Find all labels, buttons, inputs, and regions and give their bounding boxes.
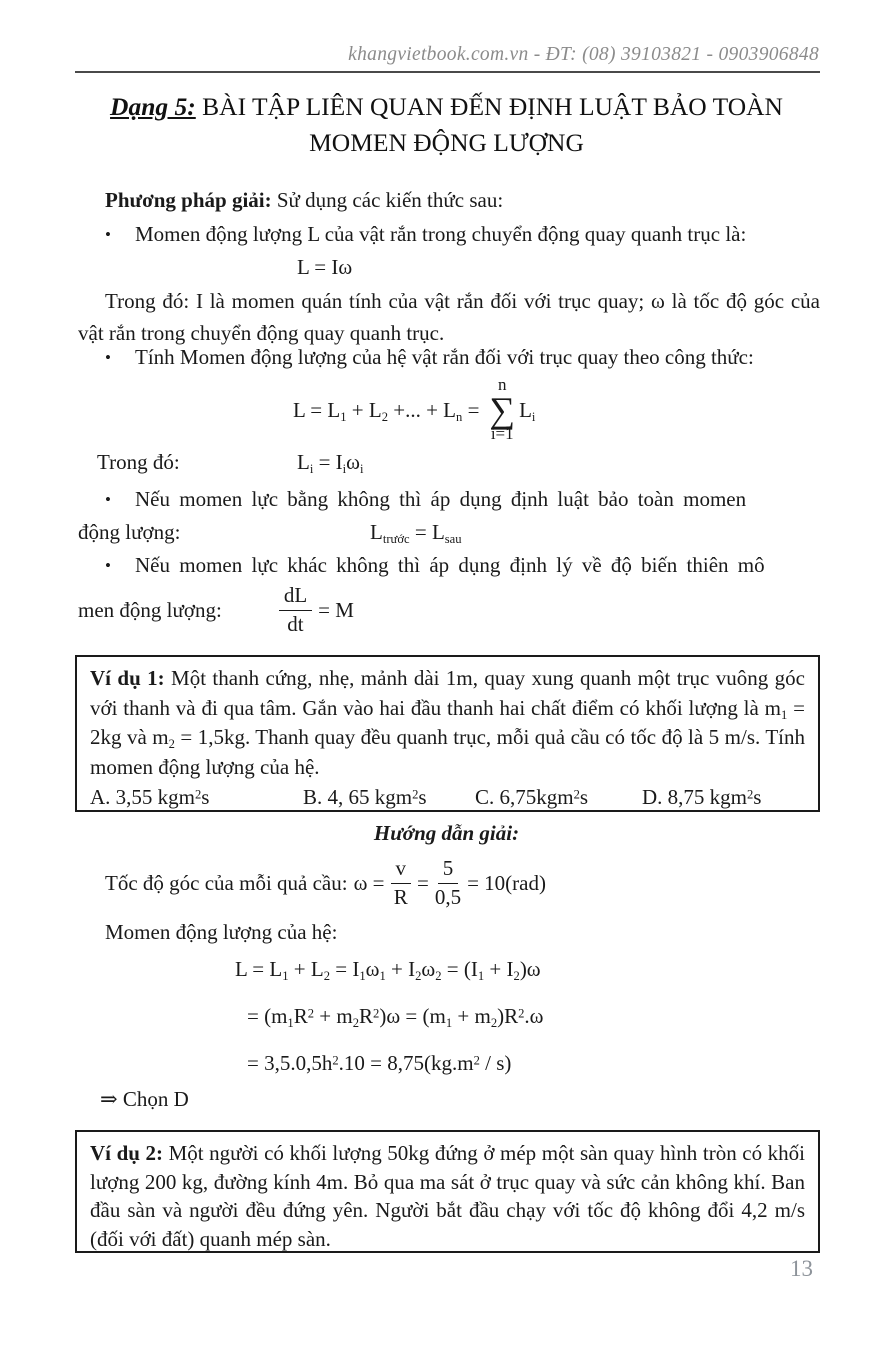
equation-line1: $L = L_1 + L_2 = I_1\omega_1 + I_2\omega_2 = (I_1 + I_2)\omega$ [235, 957, 541, 983]
bullet1-text: Momen động lượng L của vật rắn trong chuyển động quay quanh trục là: [135, 222, 747, 246]
solution-line1-result: = 10(rad) [467, 870, 546, 895]
fraction-numerator: 5 [438, 856, 459, 883]
example1-label: Ví dụ 1: [90, 666, 165, 690]
note-inertia-explanation: Trong đó: I là momen quán tính của vật rắn đối với trục quay; ω là tốc độ góc của vật rắn trong chuyển động quay quanh trục. [78, 289, 820, 345]
example2-box [75, 1130, 820, 1253]
option-a: A. 3,55 kgm$^2$s [90, 785, 210, 809]
bullet-item-momentum-def [105, 222, 746, 247]
bullet4-continuation [78, 580, 354, 640]
example1-box [75, 655, 820, 812]
solution-equation-block [235, 946, 543, 1087]
bullet-item-system-momentum [105, 345, 754, 370]
fraction-denominator: 0,5 [434, 884, 462, 909]
option-c: C. 6,75kgm$^2$s [475, 785, 589, 809]
fraction-v-R [391, 856, 412, 909]
option-d: D. 8,75 kgm$^2$s [642, 785, 762, 809]
sigma-lower-limit: i=1 [490, 424, 514, 444]
equation-line2: = $(m_1R^2 + m_2R^2)\omega = (m_1 + m_2)R^2.\omega$ [247, 1004, 544, 1030]
bullet4-text-line2: men động lượng: [78, 597, 222, 622]
bullet3-text-line2: động lượng: [78, 520, 181, 544]
solution-line1-label: Tốc độ góc của mỗi quả cầu: [105, 870, 348, 895]
sigma-upper-limit: n [497, 375, 507, 395]
bullet-item-conservation [105, 487, 746, 512]
sigma-operator [489, 376, 515, 444]
bullet2-text: Tính Momen động lượng của hệ vật rắn đối với trục quay theo công thức: [135, 345, 754, 369]
solution-heading: Hướng dẫn giải: [373, 821, 520, 845]
sum-formula-right: $L_i$ [519, 397, 536, 424]
answer-options-row [90, 783, 805, 813]
fraction-dL-dt [279, 583, 312, 636]
example2-body: Một người có khối lượng 50kg đứng ở mép một sàn quay hình tròn có khối lượng 200 kg, đường kính 4m. Bỏ qua ma sát ở trục quay và sức cản không khí. Ban đầu sàn và người đều đứng yên. Người bắt đầu chạy với tốc độ không đổi 4,2 m/s (đối với đất) quanh mép sàn. [90, 1141, 805, 1251]
sum-formula-left: $L = L_1 + L_2$ +... + $L_n$ = [293, 397, 480, 424]
method-label: Phương pháp giải: [105, 188, 272, 212]
fraction-5-05 [435, 856, 461, 909]
method-intro: Sử dụng các kiến thức sau: [271, 188, 504, 212]
bullet-icon: • [105, 348, 111, 367]
example1-text [90, 664, 805, 782]
formula-L-equals-I-omega: L = Iω [297, 255, 353, 279]
bullet3-text-line1: Nếu momen lực bằng không thì áp dụng định luật bảo toàn momen [135, 487, 747, 511]
header-rule [75, 71, 820, 73]
bullet-icon: • [105, 490, 111, 509]
bullet-icon: • [105, 556, 111, 575]
omega-equals: ω = [353, 870, 385, 895]
equation-line3: = $3,5.0,5h^2.10 = 8,75(kg.m^2 / s)$ [247, 1051, 512, 1075]
page-header-website: khangvietbook.com.vn - ĐT: (08) 39103821 - 0903906848 [348, 44, 819, 65]
fraction-numerator: v [391, 856, 412, 883]
bullet-item-variation-theorem [105, 553, 765, 578]
formula-Li: $L_i = I_i\omega_i$ [297, 450, 364, 476]
bullet4-text-line1: Nếu momen lực khác không thì áp dụng định lý về độ biến thiên mô [135, 553, 765, 577]
answer-conclusion: ⇒ Chọn D [100, 1087, 189, 1111]
fraction-denominator: R [393, 884, 408, 909]
note2-label: Trong đó: [97, 450, 180, 474]
option-b: B. 4, 65 kgm$^2$s [303, 785, 427, 809]
fraction-denominator: dt [287, 611, 304, 636]
example2-text [90, 1139, 805, 1253]
sigma-icon: ∑ [489, 389, 516, 430]
section-title-line2: MOMEN ĐỘNG LƯỢNG [309, 128, 584, 157]
formula-sum-momentum [293, 375, 535, 445]
solution-momentum-label: Momen động lượng của hệ: [105, 920, 338, 944]
section-title-rest: BÀI TẬP LIÊN QUAN ĐẾN ĐỊNH LUẬT BẢO TOÀN [195, 92, 783, 121]
bullet3-continuation [78, 520, 462, 546]
section-title-line1 [0, 92, 893, 122]
note-Li-definition [97, 450, 364, 476]
formula4-rhs: = M [318, 597, 354, 622]
example1-body: Một thanh cứng, nhẹ, mảnh dài 1m, quay xung quanh một trục vuông góc với thanh và đi qua tâm. Gắn vào hai đầu thanh hai chất điểm có khối lượng là $m_1 = 2kg$ và $m_2 = 1,5kg$. Thanh quay đều quanh trục, mỗi quả cầu có tốc độ là 5 m/s. Tính momen động lượng của hệ. [90, 666, 805, 779]
fraction-numerator: dL [279, 583, 312, 610]
page-number: 13 [790, 1256, 813, 1281]
solution-angular-speed-line [105, 850, 552, 916]
equals-sign: = [417, 870, 429, 895]
formula-conservation: $L_{trước} = L_{sau}$ [370, 520, 462, 546]
bullet-icon: • [105, 225, 111, 244]
method-heading [105, 188, 503, 213]
section-title-prefix: Dạng 5: [110, 92, 196, 121]
example2-label: Ví dụ 2: [90, 1141, 164, 1165]
